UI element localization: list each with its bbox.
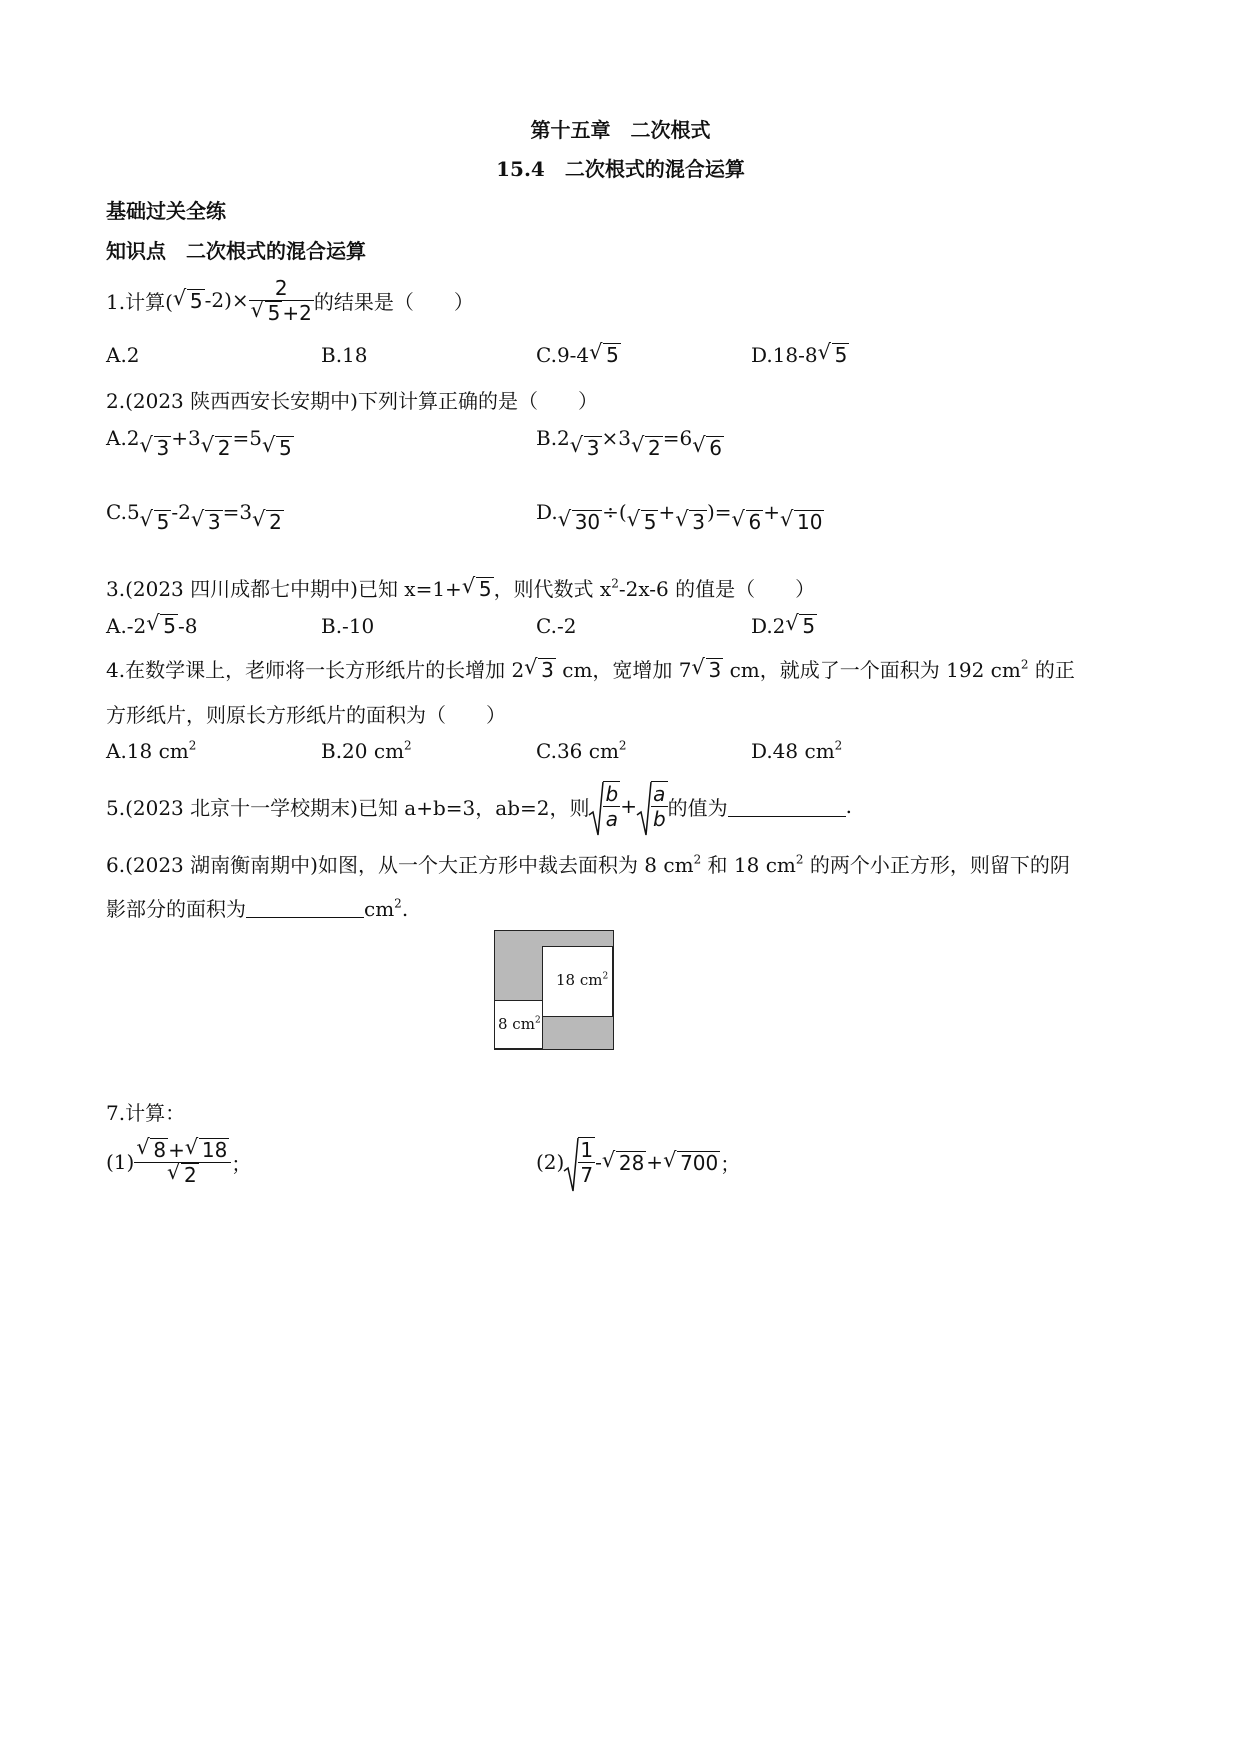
- q6-answer-blank: [246, 897, 364, 918]
- q1-option-a: A.2: [106, 343, 140, 367]
- q1-option-c: C.9-4√ 5: [536, 343, 621, 367]
- question-4-line-2: 方形纸片，则原长方形纸片的面积为（ ）: [106, 703, 506, 727]
- small-square-18: 18 $cm^2$: [542, 946, 613, 1017]
- q3-option-c: C.-2: [536, 614, 577, 638]
- q7-p2-sqrt-fraction: $\frac{1}{7}$: [578, 1137, 595, 1187]
- part-heading: 基础过关全练: [106, 199, 226, 223]
- q1-option-d: D.18-8√ 5: [751, 343, 849, 367]
- q2-option-a: A.2√ 3 +3√ 2 =5√ 5: [106, 426, 294, 450]
- q5-sqrt-b-over-a: $\frac{b}{a}$: [603, 781, 620, 831]
- q2-option-c: C.5√ 5 -2√ 3 =3√ 2: [106, 500, 284, 524]
- question-2-stem: 2.(2023 陕西西安长安期中)下列计算正确的是（ ）: [106, 389, 598, 413]
- q4-option-a: A.18 $cm^2$: [106, 738, 197, 763]
- section-title: 15.4 二次根式的混合运算: [496, 157, 745, 181]
- q1-fraction-numerator: 2: [274, 275, 288, 300]
- q1-fraction: [249, 276, 314, 325]
- q4-option-b: B.20 $cm^2$: [321, 738, 412, 763]
- question-1-stem: [106, 274, 474, 326]
- q3-option-a: A.-2√ 5 -8: [106, 614, 198, 638]
- question-7-stem: 7.计算：: [106, 1101, 186, 1125]
- q1-fraction-denominator: [249, 300, 314, 325]
- question-4-line-1: 4.在数学课上，老师将一长方形纸片的长增加 2√ 3 cm，宽增加 7√ 3 cm，就成了一个面积为 192 $cm^2$ 的正: [106, 654, 1075, 683]
- q1-mid: -2)×: [204, 288, 249, 312]
- q5-answer-blank: [728, 796, 846, 817]
- q1-den-tail: +2: [282, 300, 312, 325]
- q5-sqrt-a-over-b: $\frac{a}{b}$: [651, 781, 668, 831]
- q4-option-d: D.48 $cm^2$: [751, 738, 843, 763]
- question-6-line-2: 影部分的面积为 $cm^2$.: [106, 896, 409, 921]
- knowledge-heading: 知识点 二次根式的混合运算: [106, 239, 366, 263]
- q3-option-d: D.2√ 5: [751, 614, 817, 638]
- q6-figure: [494, 930, 614, 1050]
- q1-den-sqrt: √ 5: [265, 301, 283, 324]
- small-square-8: 8 $cm^2$: [494, 1000, 543, 1049]
- question-5-stem: 5.(2023 北京十一学校期末)已知 a+b=3，ab=2，则 $\frac{b}{a}$ + $\frac{a}{b}$ 的值为 .: [106, 778, 852, 834]
- q1-sqrt: √ 5: [187, 289, 205, 312]
- q1-option-b: B.18: [321, 343, 368, 367]
- question-6-line-1: 6.(2023 湖南衡南期中)如图，从一个大正方形中裁去面积为 8 $cm^2$ 和 18 $cm^2$ 的两个小正方形，则留下的阴: [106, 852, 1070, 877]
- q2-option-d: D.√ 30 ÷(√ 5 +√ 3 )=√ 6 +√ 10: [536, 500, 824, 524]
- q1-prefix: 1.计算(: [106, 289, 173, 314]
- question-3-stem: 3.(2023 四川成都七中期中)已知 x=1+√ 5 ，则代数式 $x^2-2x-6$ 的值是（ ）: [106, 573, 815, 602]
- q7-part-1: (1) √ 8 +√ 18 √ 2 ；: [106, 1134, 251, 1190]
- q4-option-c: C.36 $cm^2$: [536, 738, 627, 763]
- q2-option-b: B.2√ 3 ×3√ 2 =6√ 6: [536, 426, 724, 450]
- chapter-title: 第十五章 二次根式: [530, 118, 711, 142]
- q7-p1-fraction: √ 8 +√ 18 √ 2: [134, 1138, 231, 1187]
- q3-option-b: B.-10: [321, 614, 375, 638]
- q7-part-2: (2) $\frac{1}{7}$ - √ 28 + √ 700 ；: [536, 1134, 740, 1190]
- q1-suffix: 的结果是（ ）: [313, 289, 474, 314]
